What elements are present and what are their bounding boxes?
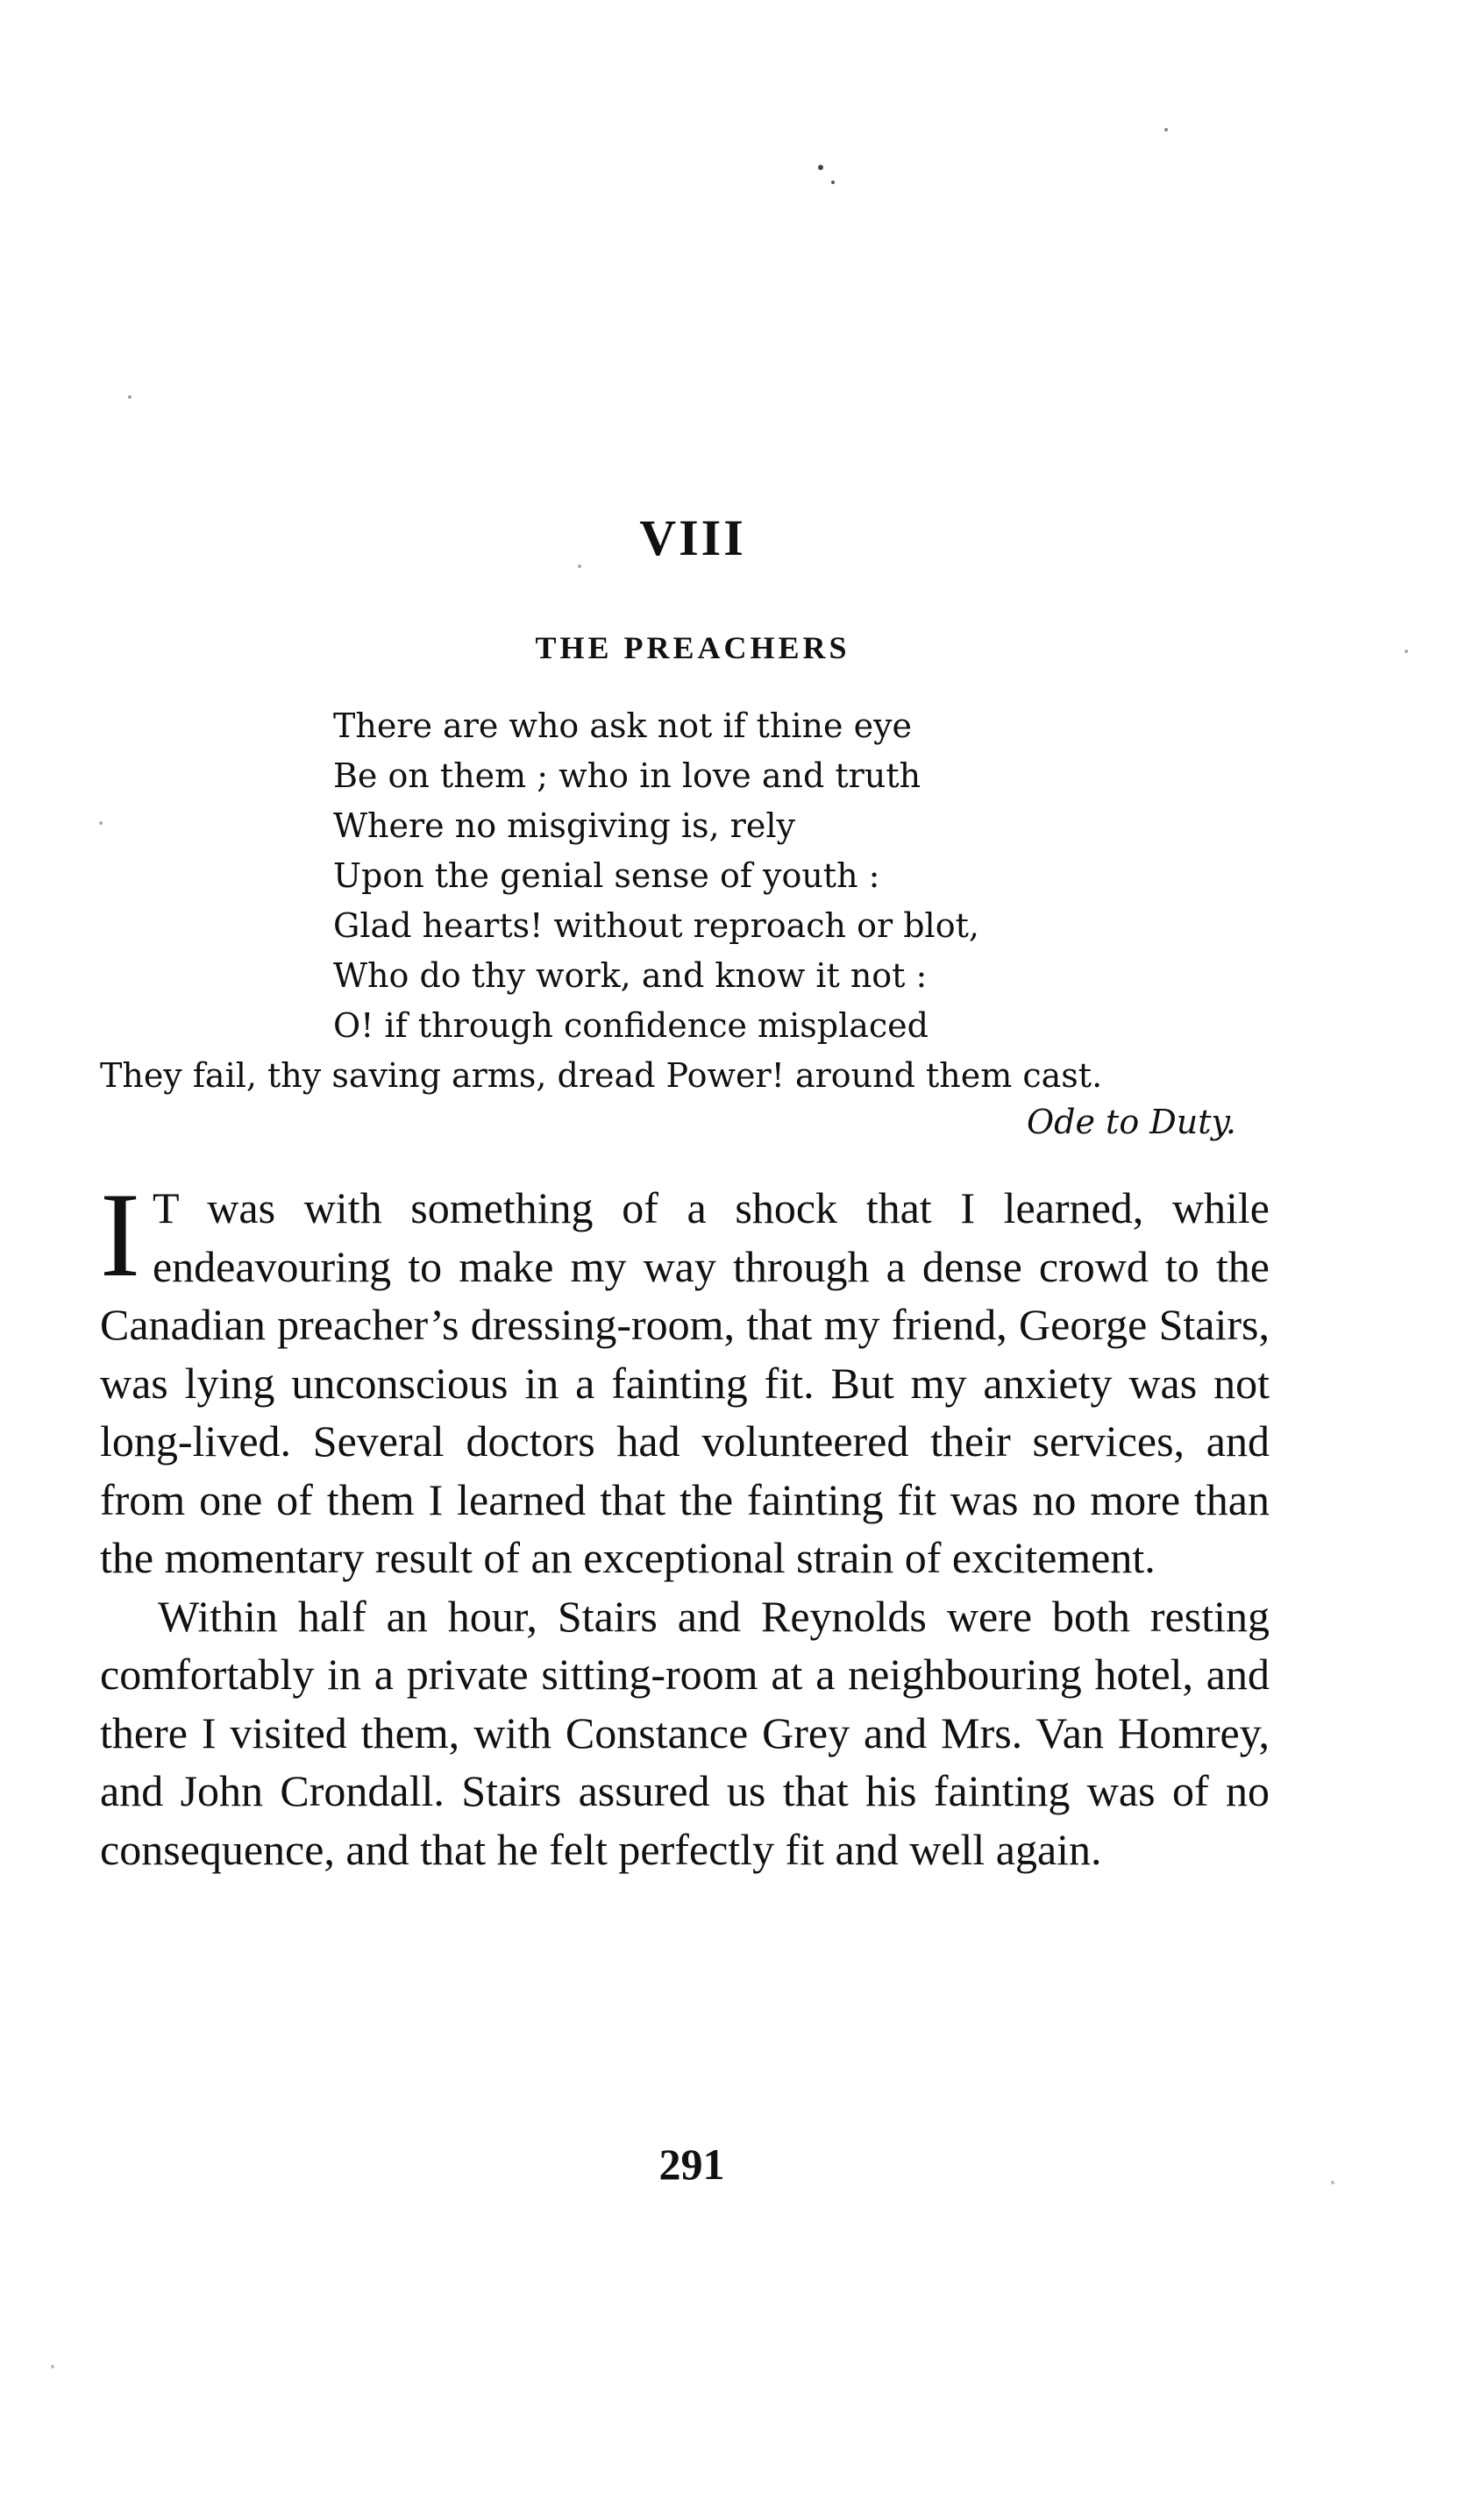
verse-line-final: They fail, thy saving arms, dread Power! around them cast. bbox=[100, 1056, 1103, 1095]
page-number: 291 bbox=[658, 2140, 725, 2189]
verse-line: There are who ask not if thine eye bbox=[333, 706, 913, 745]
chapter-number: VIII bbox=[639, 509, 746, 566]
speck bbox=[1164, 128, 1168, 131]
speck bbox=[51, 2365, 54, 2368]
verse-line: Who do thy work, and know it not : bbox=[333, 956, 928, 995]
speck bbox=[128, 395, 132, 399]
speck bbox=[831, 181, 835, 184]
speck bbox=[99, 821, 103, 825]
epigraph-verse bbox=[333, 701, 1298, 1051]
verse-line: Where no misgiving is, rely bbox=[333, 806, 795, 845]
drop-cap: I bbox=[100, 1168, 140, 1302]
speck bbox=[818, 165, 823, 170]
epigraph-attribution: Ode to Duty. bbox=[1027, 1103, 1236, 1141]
paragraph-text: T was with something of a shock that I learned, while endeavouring to make my way through a dense crowd to the Canadian preacher’s dressing-room, that my friend, George Stairs, was lying unconscious in a fainting fit. But my anxiety was not long-lived. Several doctors had volunteered their services, and from one of them I learned that the fainting fit was no more than the momentary result of an exceptional strain of excitement. bbox=[100, 1183, 1270, 1582]
verse-line: Upon the genial sense of youth : bbox=[333, 856, 880, 895]
paragraph bbox=[100, 1168, 1270, 1587]
paragraph: Within half an hour, Stairs and Reynolds were both resting comfortably in a private sitting-room at a neighbouring hotel, and there I visited them, with Constance Grey and Mrs. Van Homrey, and John Crondall. Stairs assured us that his fainting was of no consequence, and that he felt perfectly fit and well again. bbox=[100, 1591, 1270, 1874]
verse-line: O! if through confidence misplaced bbox=[333, 1006, 929, 1045]
verse-line: Glad hearts! without reproach or blot, bbox=[333, 906, 979, 945]
speck bbox=[1405, 650, 1408, 653]
chapter-title: THE PREACHERS bbox=[535, 630, 850, 665]
chapter-body bbox=[100, 1168, 1270, 1878]
verse-line: Be on them ; who in love and truth bbox=[333, 756, 921, 795]
